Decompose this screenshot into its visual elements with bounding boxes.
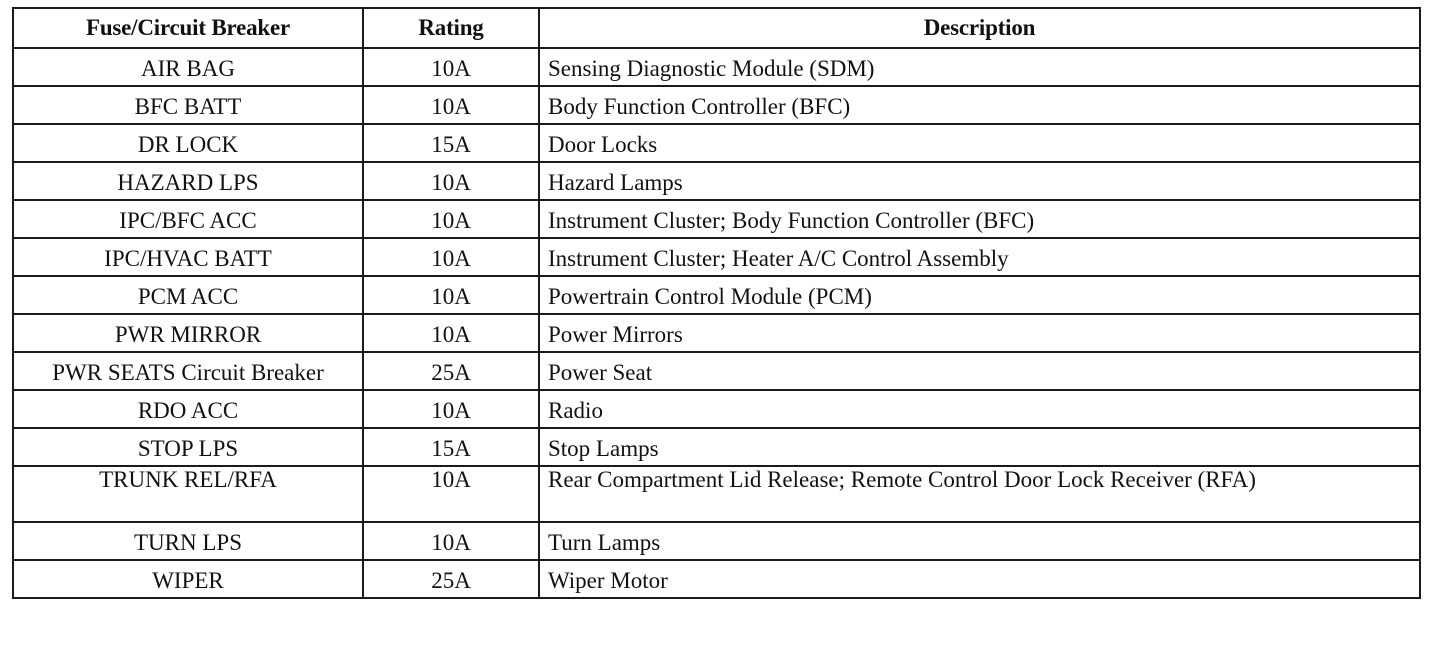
header-rating: Rating: [363, 8, 539, 48]
description-cell: Power Seat: [539, 352, 1420, 390]
description-cell: Radio: [539, 390, 1420, 428]
table-row: [13, 124, 1420, 162]
rating-cell: 10A: [363, 238, 539, 276]
description-cell: Instrument Cluster; Heater A/C Control Assembly: [539, 238, 1420, 276]
rating-cell: 10A: [363, 86, 539, 124]
rating-cell: 10A: [363, 466, 539, 522]
table-row: [13, 238, 1420, 276]
fuse-cell: TURN LPS: [13, 522, 363, 560]
table-row: [13, 200, 1420, 238]
rating-cell: 10A: [363, 162, 539, 200]
fuse-cell: RDO ACC: [13, 390, 363, 428]
rating-cell: 10A: [363, 276, 539, 314]
fuse-cell: IPC/HVAC BATT: [13, 238, 363, 276]
table-row: [13, 428, 1420, 466]
table-header-row: [13, 8, 1420, 48]
table-row: [13, 86, 1420, 124]
table-row: [13, 48, 1420, 86]
rating-cell: 15A: [363, 124, 539, 162]
fuse-cell: HAZARD LPS: [13, 162, 363, 200]
fuse-cell: WIPER: [13, 560, 363, 598]
rating-cell: 10A: [363, 390, 539, 428]
fuse-cell: IPC/BFC ACC: [13, 200, 363, 238]
description-cell: Hazard Lamps: [539, 162, 1420, 200]
fuse-cell: PWR MIRROR: [13, 314, 363, 352]
rating-cell: 25A: [363, 352, 539, 390]
description-cell: Body Function Controller (BFC): [539, 86, 1420, 124]
table-row: [13, 390, 1420, 428]
table-row: [13, 466, 1420, 522]
table-row: [13, 560, 1420, 598]
description-cell: Turn Lamps: [539, 522, 1420, 560]
table-row: [13, 162, 1420, 200]
fuse-cell: STOP LPS: [13, 428, 363, 466]
fuse-cell: PCM ACC: [13, 276, 363, 314]
rating-cell: 25A: [363, 560, 539, 598]
description-cell: Sensing Diagnostic Module (SDM): [539, 48, 1420, 86]
table-body: [13, 48, 1420, 598]
description-cell: Powertrain Control Module (PCM): [539, 276, 1420, 314]
fuse-cell: PWR SEATS Circuit Breaker: [13, 352, 363, 390]
description-cell: Rear Compartment Lid Release; Remote Control Door Lock Receiver (RFA): [539, 466, 1420, 522]
description-cell: Stop Lamps: [539, 428, 1420, 466]
fuse-cell: DR LOCK: [13, 124, 363, 162]
table-row: [13, 522, 1420, 560]
description-cell: Door Locks: [539, 124, 1420, 162]
header-description: Description: [539, 8, 1420, 48]
rating-cell: 10A: [363, 314, 539, 352]
table-row: [13, 276, 1420, 314]
header-fuse: Fuse/Circuit Breaker: [13, 8, 363, 48]
rating-cell: 10A: [363, 522, 539, 560]
table-row: [13, 352, 1420, 390]
fuse-cell: AIR BAG: [13, 48, 363, 86]
description-cell: Power Mirrors: [539, 314, 1420, 352]
table-row: [13, 314, 1420, 352]
description-cell: Wiper Motor: [539, 560, 1420, 598]
fuse-circuit-breaker-table: [12, 7, 1421, 599]
fuse-cell: BFC BATT: [13, 86, 363, 124]
description-cell: Instrument Cluster; Body Function Controller (BFC): [539, 200, 1420, 238]
rating-cell: 10A: [363, 200, 539, 238]
fuse-cell: TRUNK REL/RFA: [13, 466, 363, 522]
rating-cell: 15A: [363, 428, 539, 466]
rating-cell: 10A: [363, 48, 539, 86]
